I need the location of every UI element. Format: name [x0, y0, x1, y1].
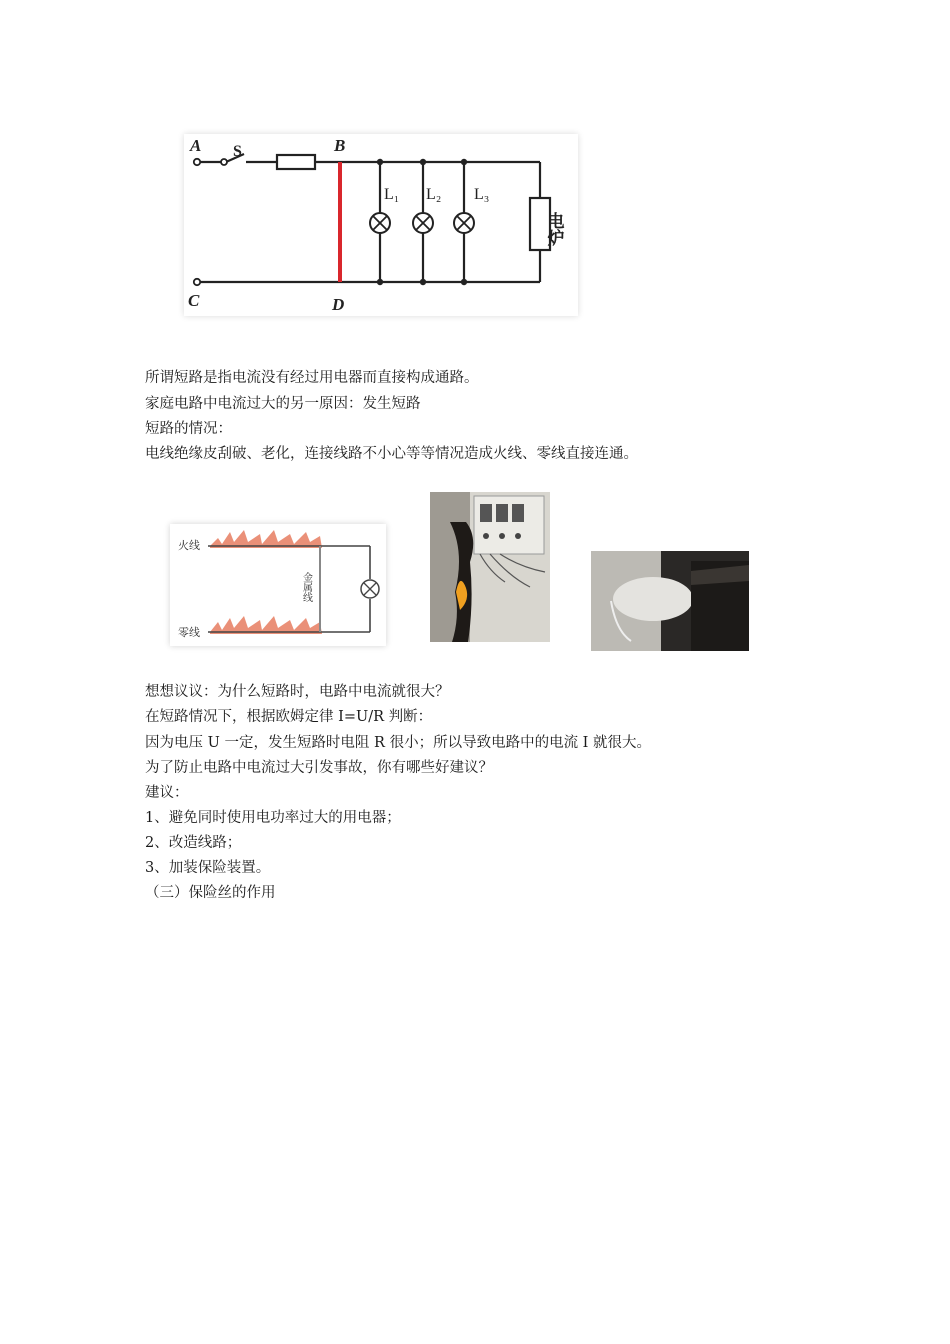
- list-item: 1、避免同时使用电功率过大的用电器；: [145, 810, 401, 826]
- label-l3: L₃: [474, 186, 490, 203]
- section-heading: （三）保险丝的作用: [145, 885, 276, 901]
- paragraph-line: 建议：: [145, 785, 189, 801]
- label-b: B: [334, 136, 346, 155]
- label-l1: L₁: [384, 186, 400, 203]
- label-live-wire: 火线: [178, 540, 200, 552]
- label-s: S: [233, 143, 242, 160]
- short-circuit-diagram: [184, 134, 578, 316]
- paragraph-line: 所谓短路是指电流没有经过用电器而直接构成通路。: [145, 370, 479, 386]
- paragraph-line: 电线绝缘皮刮破、老化，连接线路不小心等等情况造成火线、零线直接连通。: [145, 446, 638, 462]
- paragraph-line: 为了防止电路中电流过大引发事故，你有哪些好建议？: [145, 760, 493, 776]
- burned-room-photo: [591, 551, 749, 651]
- paragraph-line: 想想议议：为什么短路时，电路中电流就很大？: [145, 684, 450, 700]
- label-neutral-wire: 零线: [178, 627, 200, 639]
- burning-panel-photo: [430, 492, 550, 642]
- label-l2: L₂: [426, 186, 442, 203]
- live-neutral-short-diagram: [170, 524, 386, 646]
- label-furnace: 电炉: [544, 212, 564, 246]
- list-item: 2、改造线路；: [145, 835, 242, 851]
- paragraph-line: 在短路情况下，根据欧姆定律 I=U/R 判断：: [145, 709, 433, 725]
- paragraph-line: 短路的情况：: [145, 421, 232, 437]
- list-item: 3、加装保险装置。: [145, 860, 271, 876]
- paragraph-line: 家庭电路中电流过大的另一原因：发生短路: [145, 396, 421, 412]
- label-a: A: [190, 136, 202, 155]
- label-metal-wire: 金属线: [300, 572, 312, 602]
- label-d: D: [332, 295, 345, 314]
- label-c: C: [188, 291, 200, 310]
- paragraph-line: 因为电压 U 一定，发生短路时电阻 R 很小；所以导致电路中的电流 I 就很大。: [145, 735, 652, 751]
